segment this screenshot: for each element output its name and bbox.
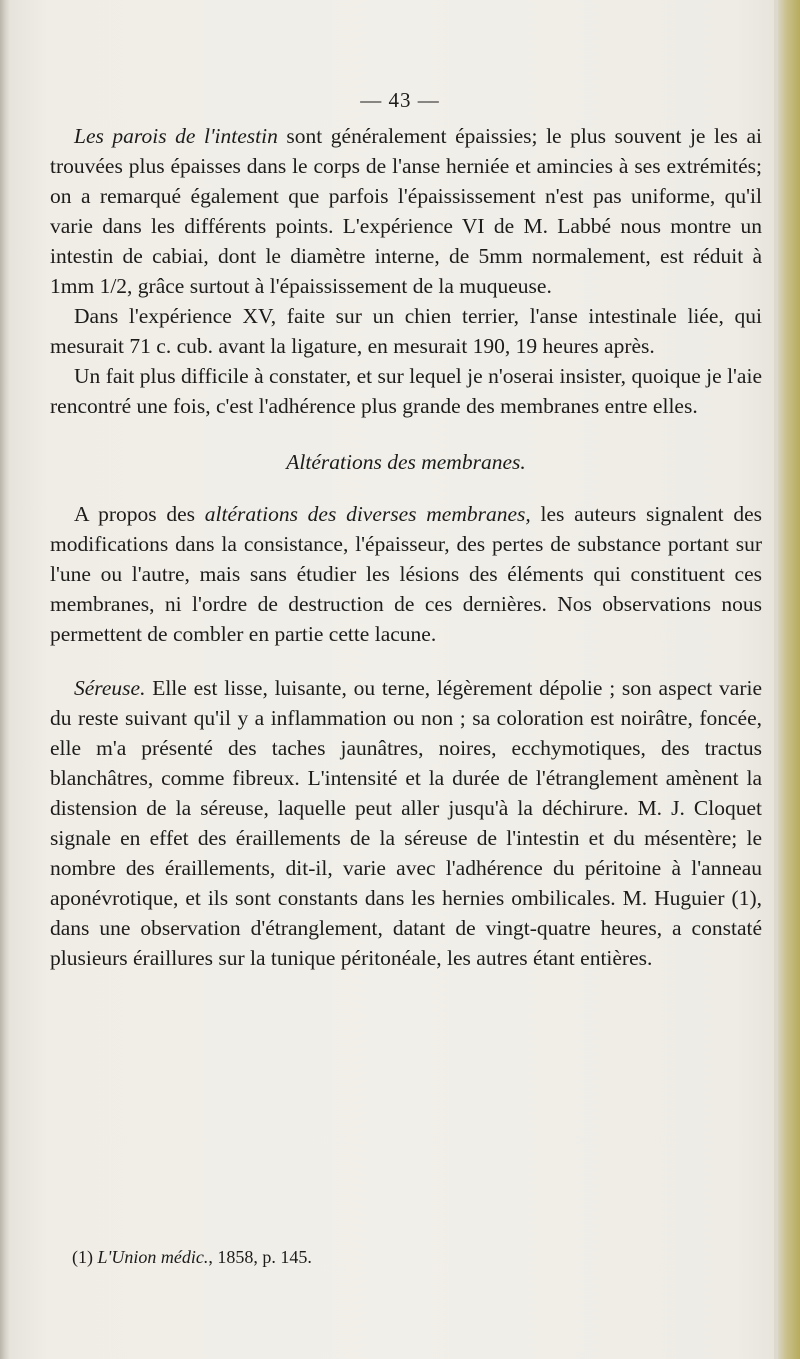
- paragraph-lead: Les parois de l'intestin: [74, 124, 278, 148]
- section-title: Altérations des membranes.: [286, 450, 526, 474]
- page-left-edge: [0, 0, 10, 1359]
- book-cover-edge: [778, 0, 800, 1359]
- page-number: — 43 —: [360, 88, 440, 112]
- footnote: (1) L'Union médic., 1858, p. 145.: [72, 1247, 312, 1267]
- paragraph-lead: Séreuse.: [74, 676, 146, 700]
- paragraph-parois: Les parois de l'intestin sont généralement épaissies; le plus souvent je les ai trouvées plus épaisses dans le corps de l'anse herniée et amincies à ses extrémités; on a remarqué également que parfois l'épaississement n'est pas uniforme, qu'il varie dans les différents points. L'expérience VI de M. Labbé nous montre un intestin de cabiai, dont le diamètre interne, de 5mm normalement, est réduit à 1mm 1/2, grâce surtout à l'épaississement de la muqueuse.: [50, 124, 762, 298]
- body-text: [50, 121, 762, 973]
- paragraph-experience-xv: Dans l'expérience XV, faite sur un chien terrier, l'anse intestinale liée, qui mesurait 71 c. cub. avant la ligature, en mesurait 190, 19 heures après.: [50, 304, 762, 358]
- paragraph-adherence: Un fait plus difficile à constater, et sur lequel je n'oserai insister, quoique je l'aie rencontré une fois, c'est l'adhérence plus grande des membranes entre elles.: [50, 364, 762, 418]
- paragraph-sereuse: Séreuse. Elle est lisse, luisante, ou terne, légèrement dépolie ; son aspect varie du reste suivant qu'il y a inflammation ou non ; sa coloration est noirâtre, foncée, elle m'a présenté des taches jaunâtres, noires, ecchymotiques, des tractus blanchâtres, comme fibreux. L'intensité et la durée de l'étranglement amènent la distension de la séreuse, laquelle peut aller jusqu'à la déchirure. M. J. Cloquet signale en effet des éraillements de la séreuse de l'intestin et du mésentère; le nombre des éraillements, dit-il, varie avec l'adhérence du péritoine à l'anneau aponévrotique, et ils sont constants dans les hernies ombilicales. M. Huguier (1), dans une observation d'étranglement, datant de vingt-quatre heures, a constaté plusieurs éraillures sur la tunique péritonéale, les autres étant entières.: [50, 676, 762, 970]
- paragraph-alterations: A propos des altérations des diverses membranes, les auteurs signalent des modifications dans la consistance, l'épaisseur, des pertes de substance portant sur l'une ou l'autre, mais sans étudier les lésions des éléments qui constituent ces membranes, ni l'ordre de destruction de ces dernières. Nos observations nous permettent de combler en partie cette lacune.: [50, 502, 763, 646]
